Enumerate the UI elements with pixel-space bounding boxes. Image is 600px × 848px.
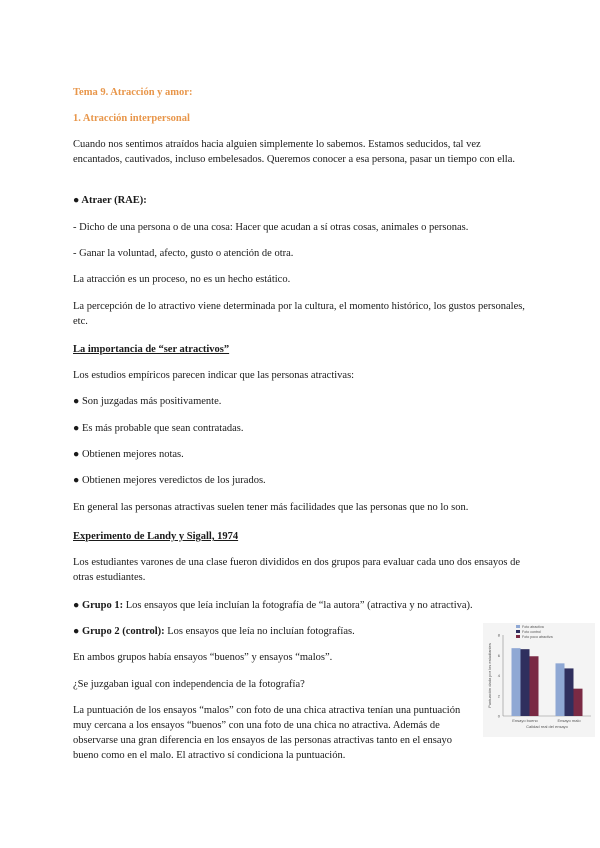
group-2-line (73, 624, 355, 639)
bar (565, 668, 574, 716)
legend-swatch (516, 635, 520, 638)
importance-title: La importancia de “ser atractivos” (73, 344, 230, 355)
group-1-line (73, 598, 473, 613)
question-paragraph: ¿Se juzgaban igual con independencia de la fotografía? (73, 679, 305, 690)
importance-summary: En general las personas atractivas suelen tener más facilidades que las personas que no lo son. (73, 502, 469, 513)
y-tick-label: 4 (497, 673, 500, 678)
x-axis-label: Calidad real del ensayo (526, 724, 568, 729)
bar (574, 689, 583, 716)
importance-lead: Los estudios empíricos parecen indicar que las personas atractivas: (73, 370, 355, 381)
importance-bullet: ● Son juzgadas más positivamente. (73, 396, 222, 407)
importance-bullet: ● Obtienen mejores notas. (73, 449, 184, 460)
group-1-label: ● Grupo 1: (73, 600, 124, 611)
y-tick-label: 2 (497, 693, 500, 699)
perception-paragraph: La percepción de lo atractivo viene determinada por la cultura, el momento histórico, los gustos personales, etc. (73, 301, 525, 327)
section-heading: 1. Atracción interpersonal (73, 113, 190, 124)
bar (556, 663, 565, 716)
atraer-title: ● Atraer (RAE): (73, 195, 147, 206)
legend-label: Foto poco atractiva (522, 635, 553, 639)
x-tick-label: Ensayo bueno (512, 718, 538, 723)
bar (512, 648, 521, 716)
intro-paragraph: Cuando nos sentimos atraídos hacia alguien simplemente lo sabemos. Estamos seducidos, tal vez encantados, cautivados, incluso embelesados. Queremos conocer a esa persona, pasar un tiempo con ella. (73, 139, 516, 165)
legend-label: Foto control (522, 630, 541, 634)
bar (530, 656, 539, 716)
conclusion-paragraph: La puntuación de los ensayos “malos” con foto de una chica atractiva tenían una puntuación muy cercana a los ensayos “buenos” con una foto de una chica no atractiva. Además de observarse una gran diferencia en los ensayos de las personas atractivas tanto en el ensayo bueno como en el malo. El atractivo sí condiciona la puntuación. (73, 705, 461, 761)
legend-swatch (516, 630, 520, 633)
x-tick-label: Ensayo malo (557, 718, 581, 723)
experiment-description: Los estudiantes varones de una clase fueron divididos en dos grupos para evaluar cada uno dos ensayos de otras estudiantes. (73, 557, 520, 583)
importance-bullet: ● Es más probable que sean contratadas. (73, 423, 244, 434)
group-2-label: ● Grupo 2 (control): (73, 626, 165, 637)
y-tick-label: 6 (497, 652, 500, 658)
both-groups-paragraph: En ambos grupos había ensayos “buenos” y ensayos “malos”. (73, 652, 333, 663)
legend-label: Foto atractiva (522, 625, 544, 629)
bar (521, 649, 530, 716)
y-axis-label: Puntuación dada por los estudiantes (487, 643, 492, 708)
importance-bullet: ● Obtienen mejores veredictos de los jurados. (73, 475, 266, 486)
topic-heading: Tema 9. Atracción y amor: (73, 87, 193, 98)
y-tick-label: 0 (497, 713, 500, 719)
legend-swatch (516, 625, 520, 628)
atraer-definition-2: - Ganar la voluntad, afecto, gusto o atención de otra. (73, 248, 294, 259)
results-chart (483, 623, 595, 737)
process-paragraph: La atracción es un proceso, no es un hecho estático. (73, 274, 291, 285)
group-2-text: Los ensayos que leía no incluían fotografías. (164, 626, 355, 637)
experiment-title: Experimento de Landy y Sigall, 1974 (73, 531, 239, 542)
atraer-definition-1: - Dicho de una persona o de una cosa: Hacer que acudan a sí otras cosas, animales o personas. (73, 222, 469, 233)
bar-chart-svg (483, 623, 595, 737)
y-tick-label: 8 (497, 632, 500, 638)
group-1-text: Los ensayos que leía incluían la fotografía de “la autora” (atractiva y no atractiva). (123, 600, 473, 611)
